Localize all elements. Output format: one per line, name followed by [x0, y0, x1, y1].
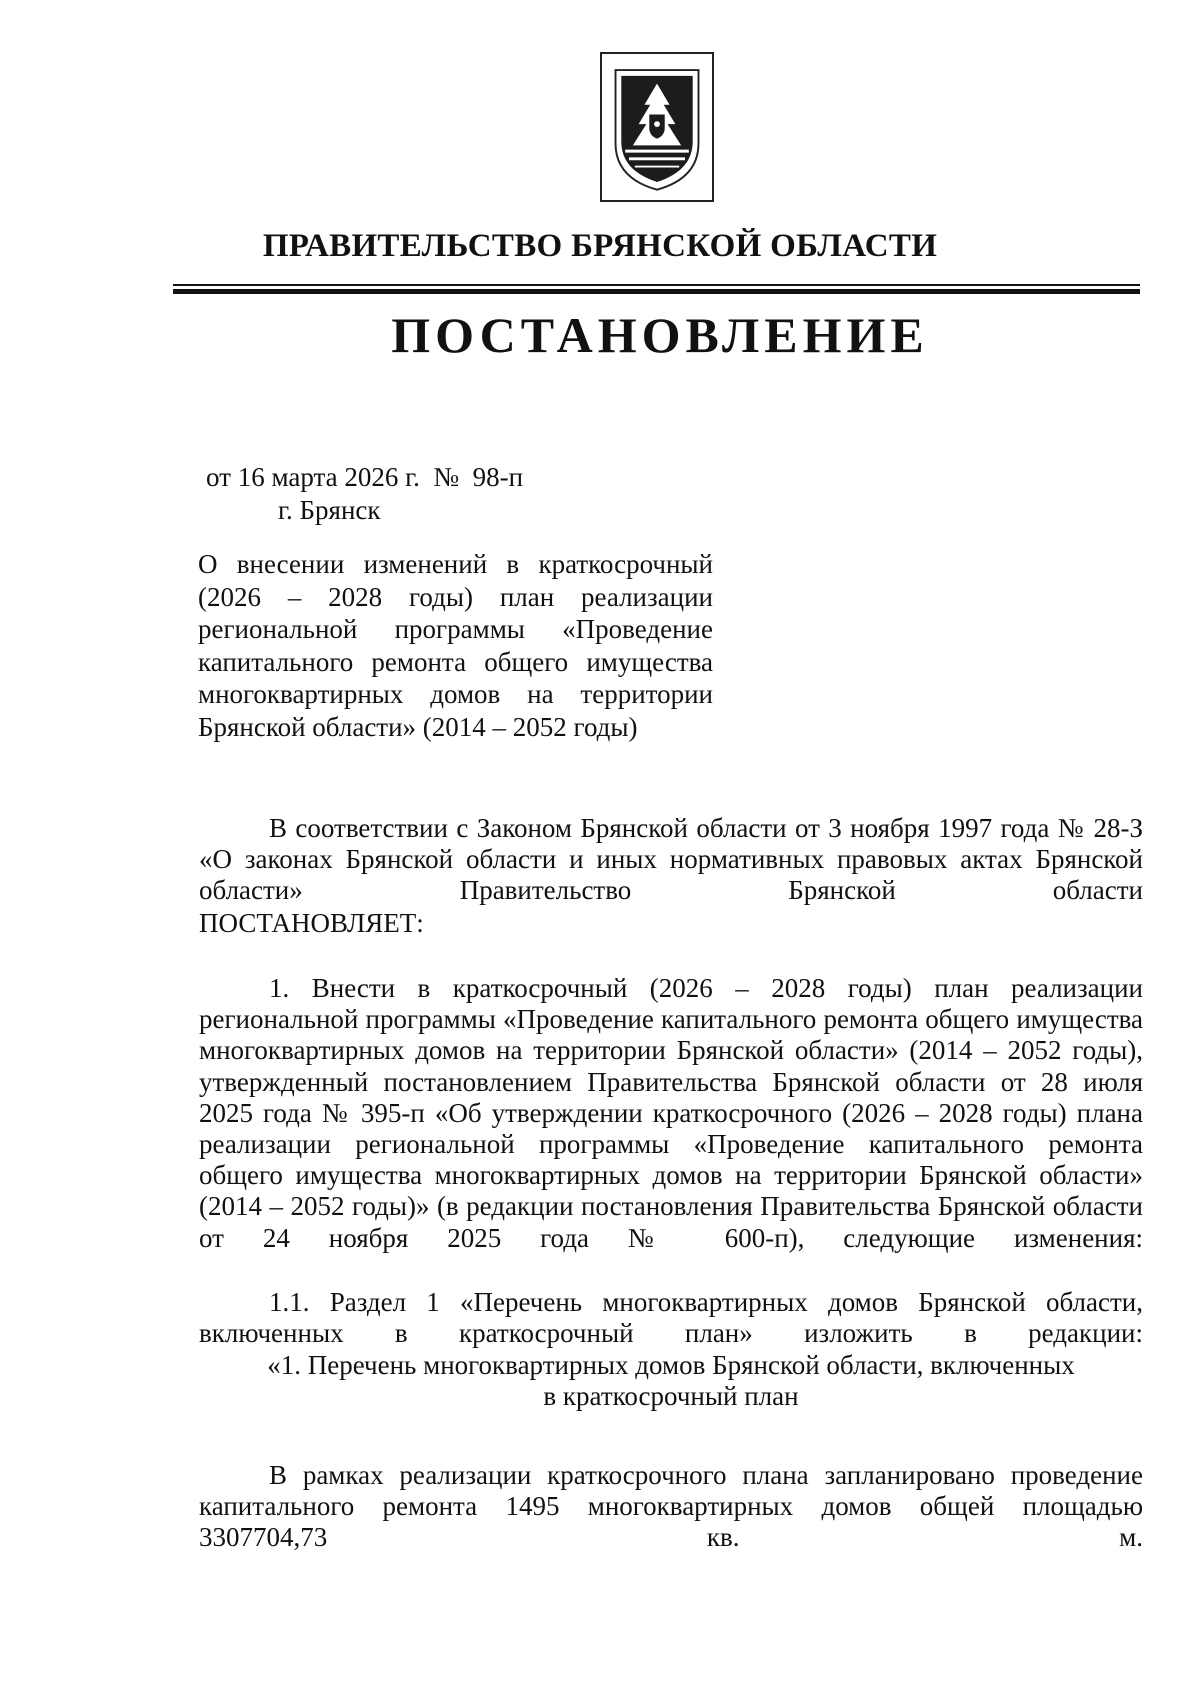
document-number: 98-п — [472, 462, 524, 492]
section-heading-line-2: в краткосрочный план — [543, 1381, 799, 1411]
coat-of-arms-icon — [600, 52, 714, 202]
section-heading-line-1: «1. Перечень многоквартирных домов Брянской области, включенных — [267, 1350, 1075, 1380]
item-1-1-paragraph: 1.1. Раздел 1 «Перечень многоквартирных домов Брянской области, включенных в краткосрочный план» изложить в редакции: — [199, 1287, 1143, 1349]
document-type-title: ПОСТАНОВЛЕНИЕ — [391, 307, 929, 363]
number-sign: № — [433, 462, 460, 492]
organization-title: ПРАВИТЕЛЬСТВО БРЯНСКОЙ ОБЛАСТИ — [262, 228, 938, 264]
decree-word: ПОСТАНОВЛЯЕТ: — [199, 908, 424, 938]
document-city: г. Брянск — [278, 495, 381, 525]
header-divider-thick — [173, 289, 1140, 294]
subject-text: О внесении изменений в краткосрочный (2026 – 2028 годы) план реализации региональной программы «Проведение капитального ремонта общего имущества многоквартирных домов на территории — [198, 549, 713, 709]
item-1-paragraph: 1. Внести в краткосрочный (2026 – 2028 годы) план реализации региональной программы «Проведение капитального ремонта общего имущества многоквартирных домов на территории Брянской области» (2014 – 2052 годы), утвержденный постановлением Правительства Брянской области от 28 июля 2025 года № 395-п «Об утверждении краткосрочного (2026 – 2028 годы) плана реализации региональной программы «Проведение капитального ремонта общего имущества многоквартирных домов на территории Брянской области» (2014 – 2052 годы)» (в редакции постановления Правительства Брянской области от 24 ноября 2025 года № 600-п), следующие изменения: — [199, 973, 1143, 1253]
header-divider-thin — [173, 284, 1140, 286]
document-date-line — [206, 462, 523, 493]
intro-paragraph: В соответствии с Законом Брянской области от 3 ноября 1997 года № 28-З «О законах Брянской области и иных нормативных правовых актах Брянской области» Правительство Брянской области — [199, 813, 1143, 906]
date-prefix: от — [206, 462, 231, 492]
subject-text-last-line: Брянской области» (2014 – 2052 годы) — [198, 711, 638, 742]
plan-paragraph: В рамках реализации краткосрочного плана запланировано проведение капитального ремонта 1495 многоквартирных домов общей площадью 3307704,73 кв. м. — [199, 1460, 1143, 1553]
document-date: 16 марта 2026 г. — [237, 462, 420, 492]
document-subject — [198, 548, 713, 743]
